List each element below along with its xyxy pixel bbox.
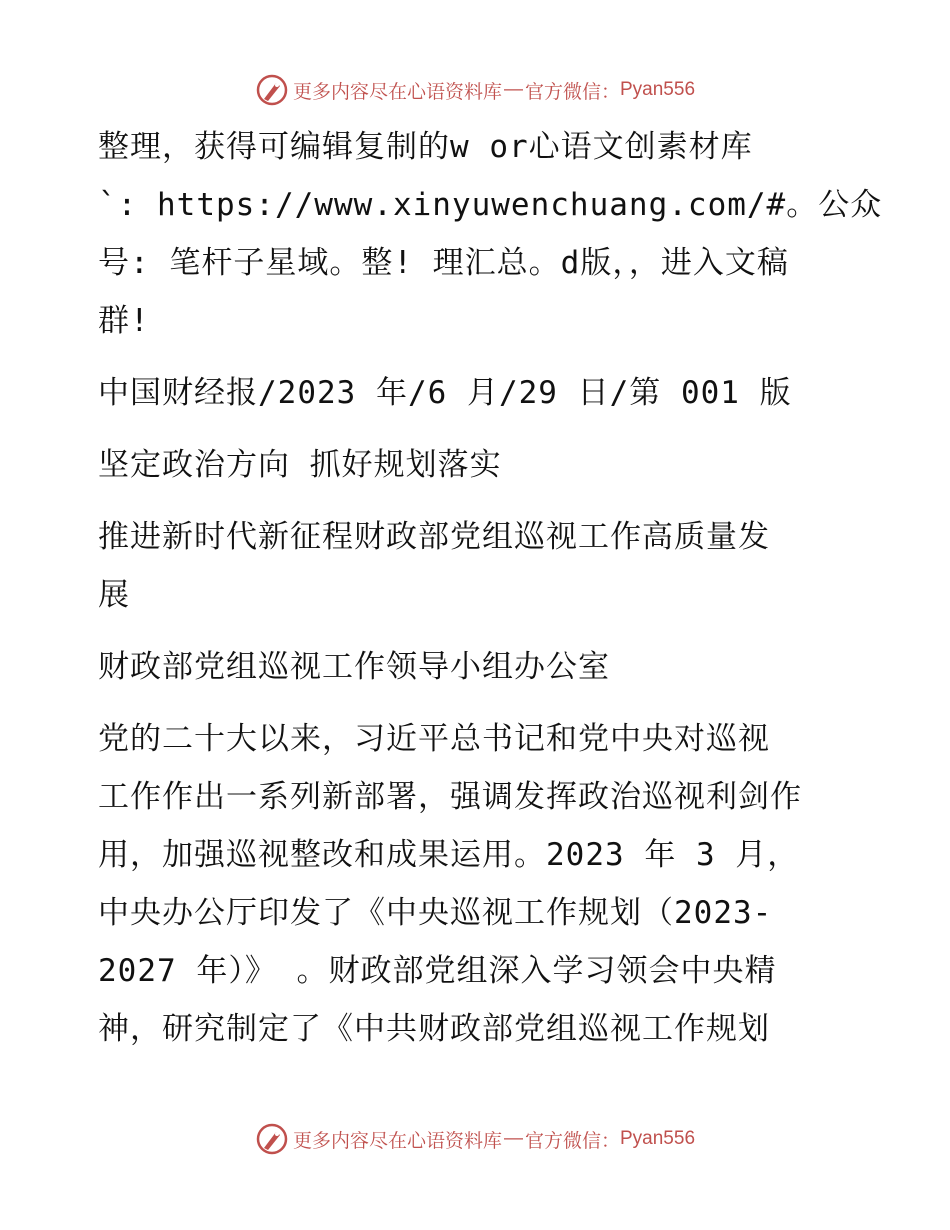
watermark-wechat-label: 官方微信：	[524, 81, 620, 103]
watermark-main-text: 更多内容尽在心语资料库	[292, 81, 502, 103]
watermark-main-text: 更多内容尽在心语资料库	[292, 1130, 502, 1152]
watermark-banner-bottom	[0, 1119, 950, 1159]
text-line: 推进新时代新征程财政部党组巡视工作高质量发	[98, 519, 770, 555]
watermark-separator: —	[503, 1128, 523, 1149]
text-line: 中央办公厅印发了《中央巡视工作规划（2023-	[98, 895, 773, 931]
text-line: 财政部党组巡视工作领导小组办公室	[98, 649, 610, 685]
text-line: 中国财经报/2023 年/6 月/29 日/第 001 版	[98, 375, 792, 411]
text-line: 群!	[98, 303, 150, 339]
watermark-wechat-id: Pyan556	[620, 1128, 696, 1149]
text-line: 党的二十大以来，习近平总书记和党中央对巡视	[98, 721, 770, 757]
text-line: 用，加强巡视整改和成果运用。2023 年 3 月，	[98, 837, 800, 873]
watermark-banner-top	[0, 70, 950, 110]
text-line: `: https://www.xinyuwenchuang.com/#。公众	[98, 187, 883, 223]
watermark-wechat-id: Pyan556	[620, 79, 696, 100]
document-body	[98, 118, 883, 1058]
text-line: 2027 年）》 。财政部党组深入学习领会中央精	[98, 953, 777, 989]
watermark-separator: —	[503, 79, 523, 100]
text-line: 神，研究制定了《中共财政部党组巡视工作规划	[98, 1011, 770, 1047]
text-line: 工作作出一系列新部署，强调发挥政治巡视利剑作	[98, 779, 802, 815]
pen-nib-logo-icon	[255, 73, 289, 107]
text-line: 坚定政治方向 抓好规划落实	[98, 447, 502, 483]
pen-nib-logo-icon	[255, 1122, 289, 1156]
text-line: 展	[98, 577, 130, 613]
text-line: 整理，获得可编辑复制的w or心语文创素材库	[98, 129, 753, 165]
text-line: 号: 笔杆子星域。整! 理汇总。d版，，进入文稿	[98, 245, 789, 281]
watermark-wechat-label: 官方微信：	[524, 1130, 620, 1152]
